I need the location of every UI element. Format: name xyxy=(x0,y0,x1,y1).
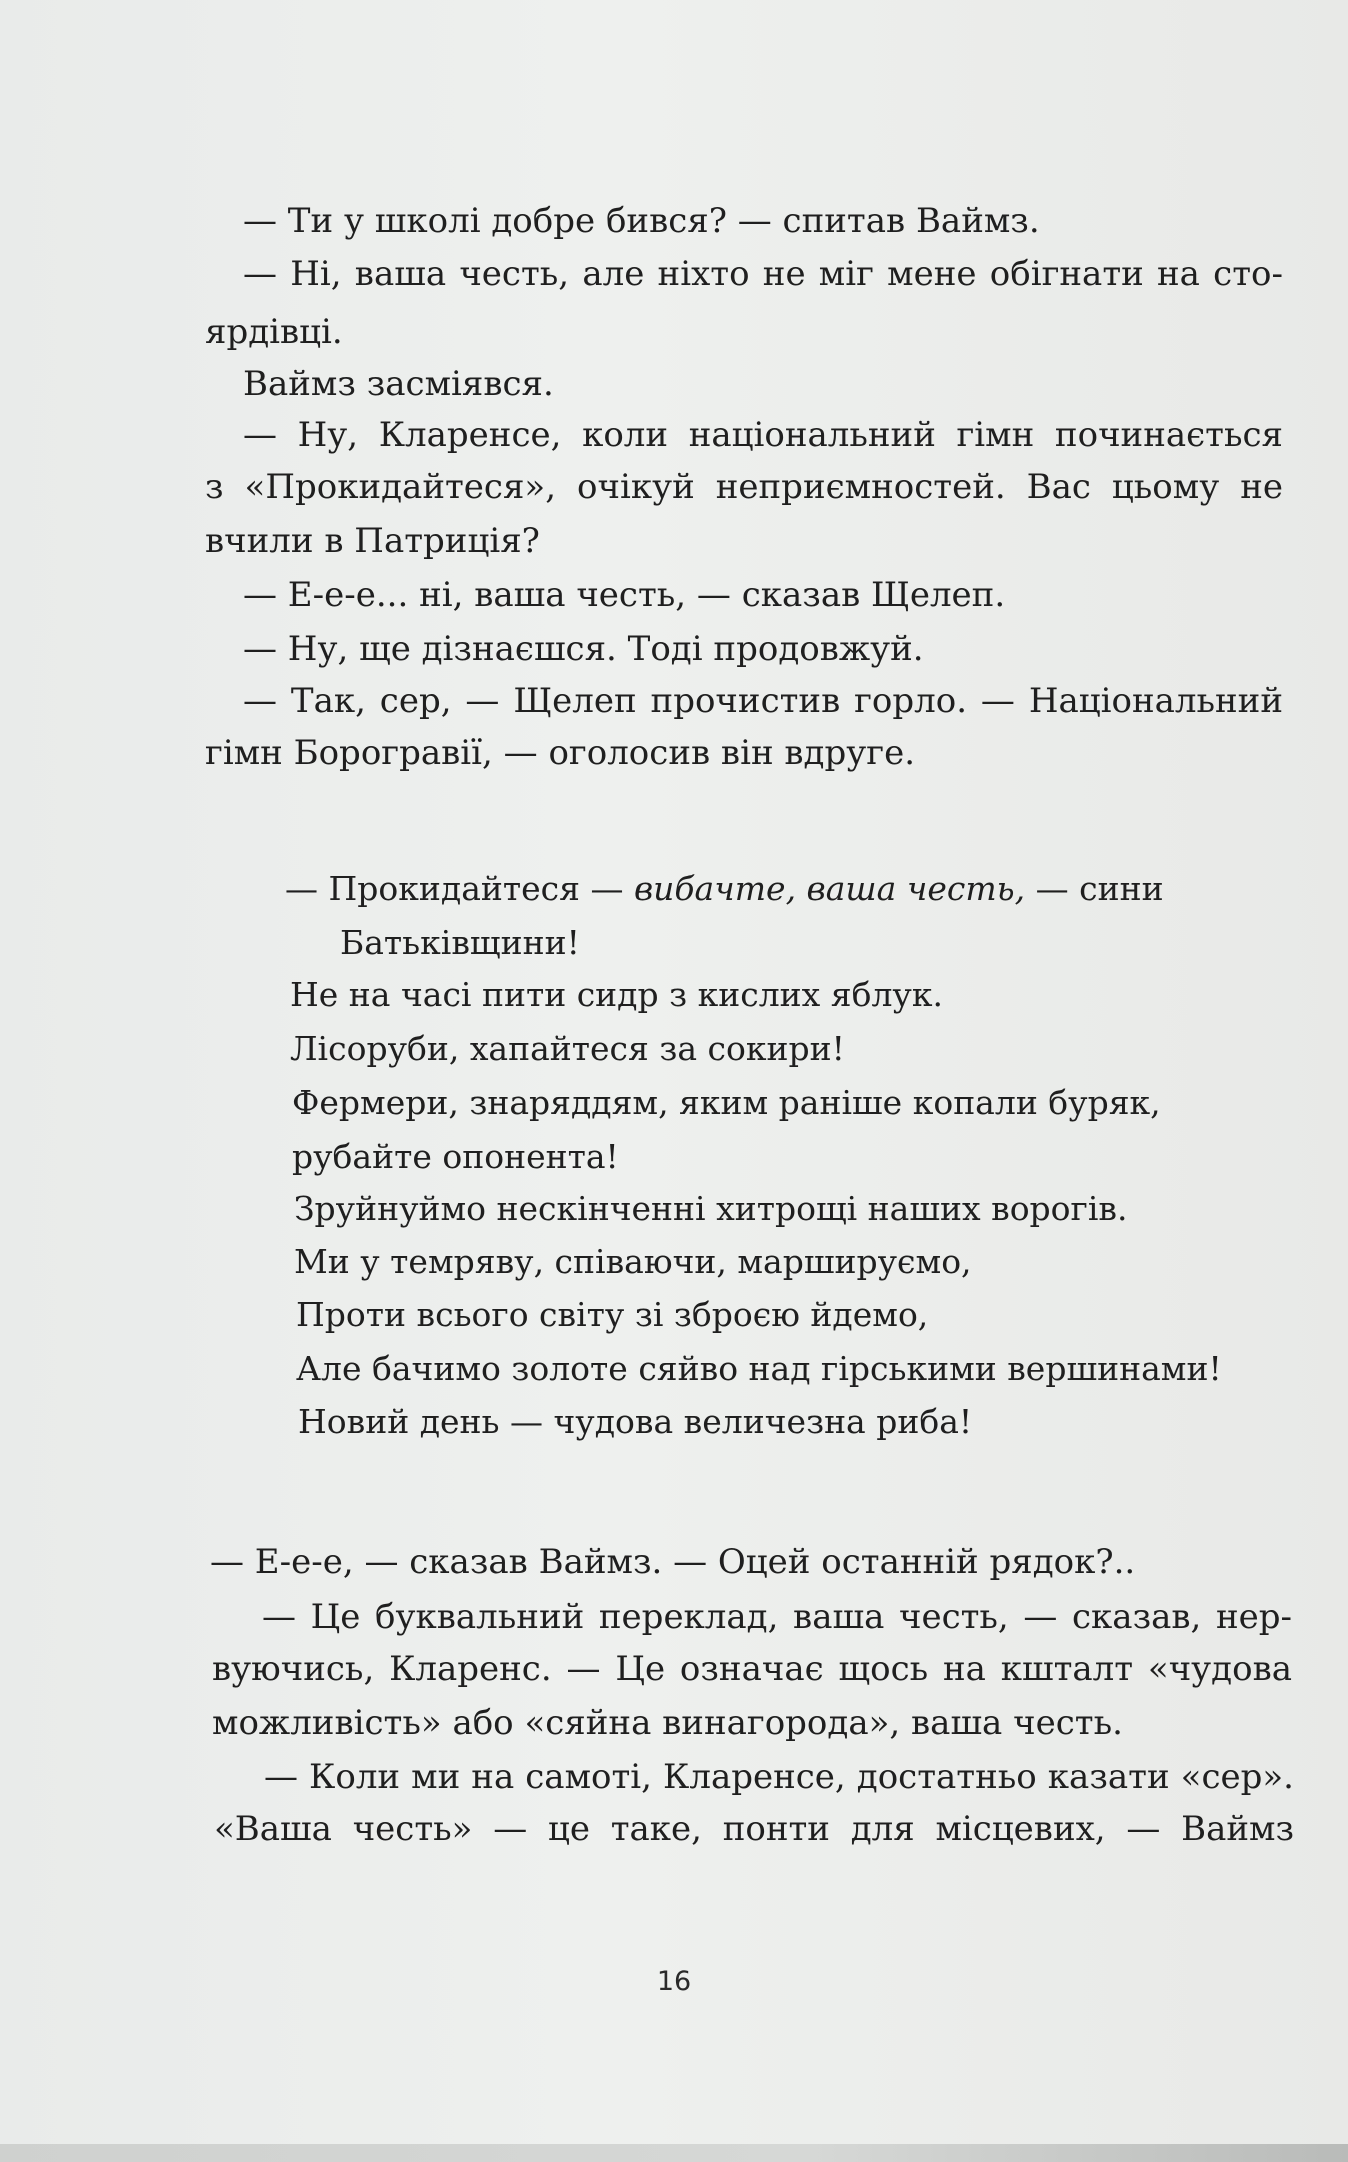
text-line: — Ні, ваша честь, але ніхто не міг мене обігнати на сто- xyxy=(243,254,1283,294)
page-edge xyxy=(0,2144,1348,2162)
poem-line: Ми у темряву, співаючи, маршируємо, xyxy=(294,1242,972,1281)
poem-line: Але бачимо золоте сяйво над гірськими вершинами! xyxy=(296,1349,1222,1388)
text-line: Ваймз засміявся. xyxy=(243,364,554,404)
poem-line: Проти всього світу зі зброєю йдемо, xyxy=(296,1295,929,1334)
text-line: — Ну, ще дізнаєшся. Тоді продовжуй. xyxy=(243,629,924,669)
poem-line: Новий день — чудова величезна риба! xyxy=(298,1402,973,1441)
poem-line: рубайте опонента! xyxy=(292,1137,619,1176)
text-line: ярдівці. xyxy=(205,312,343,352)
poem-line: Фермери, знаряддям, яким раніше копали буряк, xyxy=(292,1083,1161,1122)
text-line: «Ваша честь» — це таке, понти для місцевих, — Ваймз xyxy=(214,1809,1294,1849)
text-line: можливість» або «сяйна винагорода», ваша честь. xyxy=(212,1703,1123,1743)
text-line: — Так, сер, — Щелеп прочистив горло. — Національний xyxy=(243,681,1283,721)
text-line: з «Прокидайтеся», очікуй неприємностей. Вас цьому не xyxy=(205,467,1283,507)
text-line: — Е-е-е, — сказав Ваймз. — Оцей останній рядок?.. xyxy=(210,1542,1136,1582)
poem-first-line-italic: вибачте, ваша честь, xyxy=(633,869,1026,908)
text-line: вчили в Патриція? xyxy=(205,521,540,561)
text-line: — Ти у школі добре бився? — спитав Ваймз. xyxy=(243,201,1040,241)
poem-first-line-start: — Прокидайтеся — xyxy=(285,869,634,908)
poem-line: Не на часі пити сидр з кислих яблук. xyxy=(290,975,943,1014)
text-line: — Е-е-е... ні, ваша честь, — сказав Щелеп. xyxy=(243,575,1006,615)
poem-first-line-end: — сини xyxy=(1025,869,1164,908)
text-line: — Ну, Кларенсе, коли національний гімн починається xyxy=(243,415,1283,455)
page-number: 16 xyxy=(656,1966,692,1997)
poem-first-line xyxy=(285,869,1164,908)
poem-line: Батьківщини! xyxy=(340,923,580,962)
poem-line: Зруйнуймо нескінченні хитрощі наших ворогів. xyxy=(294,1189,1128,1228)
poem-line: Лісоруби, хапайтеся за сокири! xyxy=(290,1029,845,1068)
text-line: — Коли ми на самоті, Кларенсе, достатньо казати «сер». xyxy=(264,1757,1294,1797)
text-line: — Це буквальний переклад, ваша честь, — сказав, нер- xyxy=(262,1597,1292,1637)
text-line: вуючись, Кларенс. — Це означає щось на кшталт «чудова xyxy=(212,1649,1292,1689)
text-line: гімн Борогравії, — оголосив він вдруге. xyxy=(205,733,915,773)
